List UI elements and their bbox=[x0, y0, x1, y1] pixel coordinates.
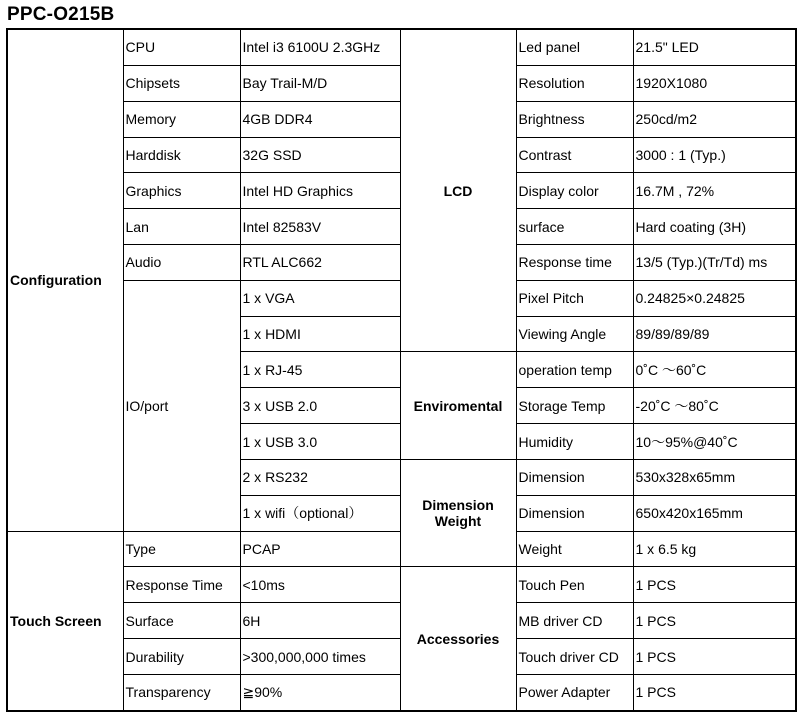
spec-value: 6H bbox=[240, 603, 400, 639]
group-configuration: Configuration bbox=[7, 29, 123, 531]
io-port-item: 1 x USB 3.0 bbox=[240, 424, 400, 460]
group-dimension-label: Dimension bbox=[422, 497, 494, 514]
spec-label: CPU bbox=[123, 29, 240, 65]
spec-table bbox=[6, 28, 797, 712]
spec-value: 0˚C ～60˚C bbox=[633, 352, 796, 388]
spec-label: Storage Temp bbox=[516, 388, 633, 424]
spec-label: Pixel Pitch bbox=[516, 280, 633, 316]
spec-label: Surface bbox=[123, 603, 240, 639]
spec-label: Graphics bbox=[123, 173, 240, 209]
spec-label: Type bbox=[123, 531, 240, 567]
group-accessories: Accessories bbox=[400, 567, 516, 711]
io-port-item: 1 x HDMI bbox=[240, 316, 400, 352]
spec-label: Dimension bbox=[516, 459, 633, 495]
group-touch-screen: Touch Screen bbox=[7, 531, 123, 711]
spec-label: Response time bbox=[516, 244, 633, 280]
spec-label: Weight bbox=[516, 531, 633, 567]
group-environmental: Enviromental bbox=[400, 352, 516, 459]
spec-label: Brightness bbox=[516, 101, 633, 137]
io-port-item: 2 x RS232 bbox=[240, 459, 400, 495]
spec-label: Viewing Angle bbox=[516, 316, 633, 352]
spec-value: 89/89/89/89 bbox=[633, 316, 796, 352]
spec-value: 1 PCS bbox=[633, 639, 796, 675]
spec-label: Humidity bbox=[516, 424, 633, 460]
spec-value: 1 PCS bbox=[633, 603, 796, 639]
spec-value: RTL ALC662 bbox=[240, 244, 400, 280]
spec-label: MB driver CD bbox=[516, 603, 633, 639]
spec-value: -20˚C ～80˚C bbox=[633, 388, 796, 424]
spec-label: Display color bbox=[516, 173, 633, 209]
spec-label: Response Time bbox=[123, 567, 240, 603]
spec-label: Contrast bbox=[516, 137, 633, 173]
io-port-item: 3 x USB 2.0 bbox=[240, 388, 400, 424]
spec-label: Lan bbox=[123, 209, 240, 245]
spec-value: 0.24825×0.24825 bbox=[633, 280, 796, 316]
spec-value: <10ms bbox=[240, 567, 400, 603]
spec-value: 1 x 6.5 kg bbox=[633, 531, 796, 567]
table-row bbox=[7, 567, 796, 603]
spec-value: PCAP bbox=[240, 531, 400, 567]
spec-value: 10～95%@40˚C bbox=[633, 424, 796, 460]
spec-label-io-port: IO/port bbox=[123, 280, 240, 531]
spec-label: Audio bbox=[123, 244, 240, 280]
group-lcd: LCD bbox=[400, 29, 516, 352]
spec-value: Hard coating (3H) bbox=[633, 209, 796, 245]
spec-value: 530x328x65mm bbox=[633, 459, 796, 495]
spec-value: 21.5" LED bbox=[633, 29, 796, 65]
spec-value: 32G SSD bbox=[240, 137, 400, 173]
spec-value: 16.7M , 72% bbox=[633, 173, 796, 209]
io-port-item: 1 x RJ-45 bbox=[240, 352, 400, 388]
io-port-item: 1 x wifi（optional） bbox=[240, 495, 400, 531]
spec-value: 4GB DDR4 bbox=[240, 101, 400, 137]
spec-label: Harddisk bbox=[123, 137, 240, 173]
spec-value: >300,000,000 times bbox=[240, 639, 400, 675]
spec-label: surface bbox=[516, 209, 633, 245]
table-row bbox=[7, 29, 796, 65]
spec-value: 3000 : 1 (Typ.) bbox=[633, 137, 796, 173]
spec-label: Memory bbox=[123, 101, 240, 137]
spec-label: Chipsets bbox=[123, 65, 240, 101]
io-port-item: 1 x VGA bbox=[240, 280, 400, 316]
spec-value: 1 PCS bbox=[633, 674, 796, 711]
group-dimension-weight bbox=[400, 459, 516, 566]
spec-value: 13/5 (Typ.)(Tr/Td) ms bbox=[633, 244, 796, 280]
spec-label: Dimension bbox=[516, 495, 633, 531]
spec-value: Intel i3 6100U 2.3GHz bbox=[240, 29, 400, 65]
group-weight-label: Weight bbox=[434, 513, 482, 530]
spec-label: Touch driver CD bbox=[516, 639, 633, 675]
spec-value: Bay Trail-M/D bbox=[240, 65, 400, 101]
spec-label: Durability bbox=[123, 639, 240, 675]
spec-value: ≧90% bbox=[240, 674, 400, 711]
spec-value: 250cd/m2 bbox=[633, 101, 796, 137]
spec-value: Intel 82583V bbox=[240, 209, 400, 245]
spec-label: Power Adapter bbox=[516, 674, 633, 711]
spec-value: Intel HD Graphics bbox=[240, 173, 400, 209]
spec-label: Touch Pen bbox=[516, 567, 633, 603]
spec-value: 650x420x165mm bbox=[633, 495, 796, 531]
page-title: PPC-O215B bbox=[7, 4, 115, 25]
spec-value: 1920X1080 bbox=[633, 65, 796, 101]
spec-label: Transparency bbox=[123, 674, 240, 711]
spec-label: Resolution bbox=[516, 65, 633, 101]
spec-value: 1 PCS bbox=[633, 567, 796, 603]
spec-label: operation temp bbox=[516, 352, 633, 388]
spec-label: Led panel bbox=[516, 29, 633, 65]
